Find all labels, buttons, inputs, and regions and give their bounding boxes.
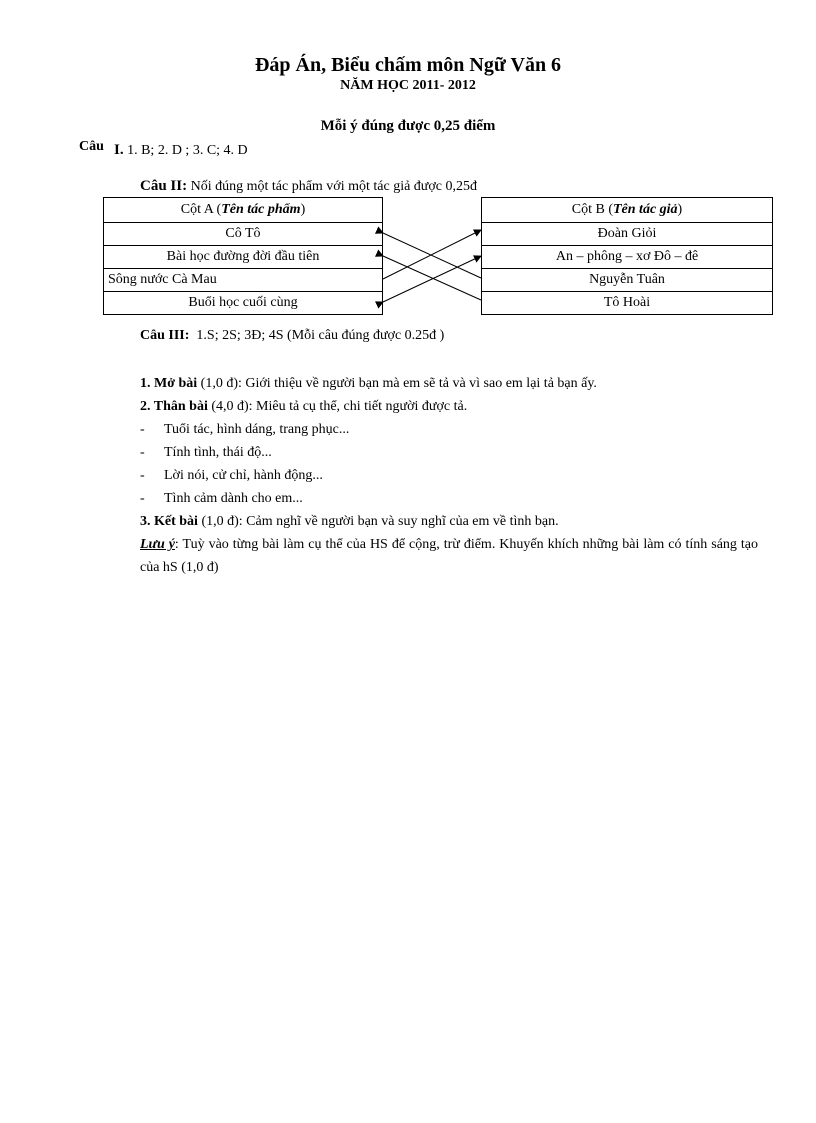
column-b-item: Nguyễn Tuân: [482, 269, 773, 292]
column-a-item: Sông nước Cà Mau: [104, 269, 383, 292]
note-text: : Tuỳ vào từng bài làm cụ thể của HS để cộng, trừ điểm. Khuyến khích những bài làm có tính sáng tạo của hS (1,0 đ): [140, 537, 758, 575]
list-item: [140, 465, 758, 488]
question3-label: Câu III:: [140, 328, 190, 343]
column-a-header-prefix: Cột A (: [180, 202, 222, 217]
grading-note: [140, 534, 758, 579]
column-a-header-em: Tên tác phẩm: [221, 202, 301, 217]
question1-label: Câu: [79, 139, 104, 154]
essay-intro-text: (1,0 đ): Giới thiệu về người bạn mà em sẽ tả và vì sao em lại tả bạn ấy.: [200, 376, 597, 391]
question1-roman: I.: [114, 142, 124, 158]
list-item-text: Tuổi tác, hình dáng, trang phục...: [164, 422, 350, 437]
column-a-header-suffix: ): [300, 202, 306, 217]
column-b-header-em: Tên tác giả: [613, 202, 678, 217]
note-label: Lưu ý: [140, 537, 175, 552]
essay-intro-label: 1. Mở bài: [140, 376, 198, 391]
question1-answer-text: 1. B; 2. D ; 3. C; 4. D: [127, 143, 248, 158]
list-item: [140, 488, 758, 511]
question3-text: 1.S; 2S; 3Đ; 4S (Mỗi câu đúng được 0.25đ ): [196, 328, 445, 343]
bullet-dash: -: [140, 422, 145, 437]
scoring-rule: Mỗi ý đúng được 0,25 điểm: [320, 118, 496, 134]
column-a-item: Cô Tô: [104, 223, 383, 246]
column-b-item: An – phông – xơ Đô – đê: [482, 246, 773, 269]
list-item-text: Tính tình, thái độ...: [164, 445, 272, 460]
essay-conclusion: [140, 511, 758, 534]
question3-heading: [140, 328, 444, 344]
question2-label: Câu II:: [140, 178, 188, 194]
question2-instruction: Nối đúng một tác phẩm với một tác giả được 0,25đ: [190, 179, 478, 194]
essay-intro: [140, 373, 758, 396]
essay-body-label: 2. Thân bài: [140, 399, 208, 414]
bullet-dash: -: [140, 468, 145, 483]
list-item-text: Tình cảm dành cho em...: [164, 491, 303, 506]
column-b-item: Đoàn Giỏi: [482, 223, 773, 246]
list-item: [140, 442, 758, 465]
bullet-dash: -: [140, 445, 145, 460]
column-a-item: Bài học đường đời đầu tiên: [104, 246, 383, 269]
essay-body: [140, 396, 758, 419]
bullet-dash: -: [140, 491, 145, 506]
essay-conclusion-text: (1,0 đ): Cảm nghĩ về người bạn và suy nghĩ của em về tình bạn.: [201, 514, 559, 529]
column-b-header-prefix: Cột B (: [571, 202, 613, 217]
list-item: [140, 419, 758, 442]
column-b-item: Tô Hoài: [482, 292, 773, 315]
list-item-text: Lời nói, cử chỉ, hành động...: [164, 468, 323, 483]
column-a-item: Buổi học cuối cùng: [104, 292, 383, 315]
school-year: NĂM HỌC 2011- 2012: [340, 78, 476, 93]
column-b-header-suffix: ): [677, 202, 683, 217]
page-title: Đáp Án, Biểu chấm môn Ngữ Văn 6: [254, 54, 562, 76]
essay-body-text: (4,0 đ): Miêu tả cụ thể, chi tiết người được tả.: [211, 399, 468, 414]
essay-conclusion-label: 3. Kết bài: [140, 514, 198, 529]
